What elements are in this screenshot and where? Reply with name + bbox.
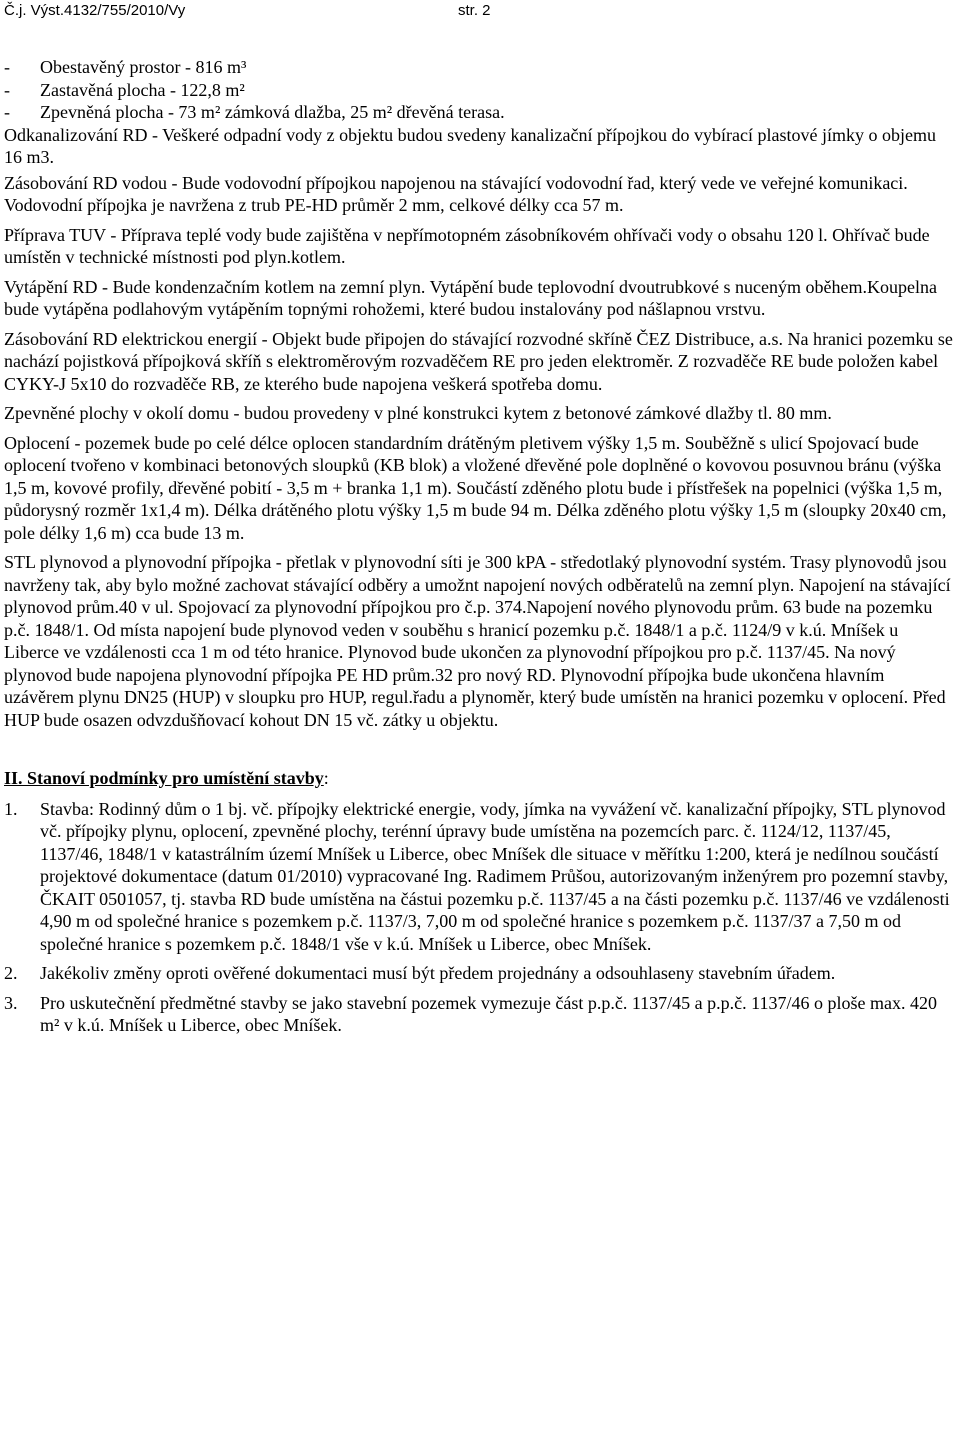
paragraph-vodovod: Zásobování RD vodou - Bude vodovodní přípojkou napojenou na stávající vodovodní řad, který vede ve veřejné komunikaci. Vodovodní přípojka je navržena z trub PE-HD průměr 2 mm, celkové délky cca 57 m. <box>4 172 908 215</box>
paragraph-elektro: Zásobování RD elektrickou energií - Objekt bude připojen do stávající rozvodné skříně ČEZ Distribuce, a.s. Na hranici pozemku se nachází pojistková přípojková skříň s elektroměrovým rozvaděčem RE pro jeden elektroměr. Z rozvaděče RE bude položen kabel CYKY-J 5x10 do rozvaděče RB, ze kterého bude napojena veškerá spotřeba domu. <box>4 328 953 394</box>
list-item-text: Zpevněná plocha - 73 m² zámková dlažba, 25 m² dřevěná terasa. <box>40 102 505 122</box>
document-body <box>4 56 956 1037</box>
condition-number: 1. <box>4 798 18 819</box>
page-number: str. 2 <box>458 2 491 19</box>
condition-text: Pro uskutečnění předmětné stavby se jako stavební pozemek vymezuje část p.p.č. 1137/45 a p.p.č. 1137/46 o ploše max. 420 m² v k.ú. Mníšek u Liberce, obec Mníšek. <box>40 992 937 1035</box>
paragraph-zpevnene-plochy: Zpevněné plochy v okolí domu - budou provedeny v plné konstrukci kytem z betonové zámkové dlažby tl. 80 mm. <box>4 403 832 423</box>
condition-number: 3. <box>4 992 18 1013</box>
section-title: II. Stanoví podmínky pro umístění stavby <box>4 768 324 788</box>
paragraph-tuv: Příprava TUV - Příprava teplé vody bude zajištěna v nepřímotopném zásobníkovém ohřívači vody o obsahu 120 l. Ohřívač bude umístěn v technické místnosti pod plyn.kotlem. <box>4 224 930 267</box>
paragraph-odkanalizovani: Odkanalizování RD - Veškeré odpadní vody z objektu budou svedeny kanalizační přípojkou do vybírací plastové jímky o objemu 16 m3. <box>4 124 936 167</box>
condition-number: 2. <box>4 963 18 983</box>
list-item: - Zpevněná plocha - 73 m² zámková dlažba, 25 m² dřevěná terasa. <box>4 102 505 122</box>
condition-text: Jakékoliv změny oproti ověřené dokumentaci musí být předem projednány a odsouhlaseny stavebním úřadem. <box>40 963 836 983</box>
paragraph-oploceni: Oplocení - pozemek bude po celé délce oplocen standardním drátěným pletivem výšky 1,5 m. Souběžně s ulicí Spojovací bude oplocení tvořeno v kombinaci betonových sloupků (KB blok) a vložené dřevěné pole doplněné o kovovou posuvnou bránu (výška 1,5 m, kovové profily, dřevěné pobití - 3,5 m + branka 1,1 m). Součástí zděného plotu bude i přístřešek na popelnici (výška 1,5 m, půdorysný rozměr 1x1,4 m). Délka drátěného plotu výšky 1,5 m bude 94 m. Délka zděného plotu výšky 1,5 m (sloupky 20x40 cm, pole délky 1,6 m) cca bude 13 m. <box>4 432 947 543</box>
list-item-text: Zastavěná plocha - 122,8 m² <box>40 79 245 100</box>
condition-item <box>4 962 956 985</box>
condition-text: Stavba: Rodinný dům o 1 bj. vč. přípojky elektrické energie, vody, jímka na vyvážení vč. kanalizační přípojky, STL plynovod vč. přípojky plynu, oplocení, zpevněné plochy, terénní úpravy bude umístěna na pozemcích parc. č. 1124/12, 1137/45, 1137/46, 1848/1 v katastrálním území Mníšek u Liberce, obec Mníšek dle situace v měřítku 1:200, která je nedílnou součástí projektové dokumentace (datum 01/2010) vypracované Ing. Radimem Průšou, autorizovaným inženýrem pro pozemní stavby, ČKAIT 0501057, tj. stavba RD bude umístěna na částui pozemku p.č. 1137/45 a na části pozemku p.č. 1137/46 ve vzdálenosti 4,90 m od společné hranice s pozemkem p.č. 1137/3, 7,00 m od společné hranice s pozemkem p.č. 1137/37 a 7,50 m od společné hranice s pozemkem p.č. 1848/1 vše v k.ú. Mníšek u Liberce, obec Mníšek. <box>40 798 950 954</box>
paragraph-vytapeni: Vytápění RD - Bude kondenzačním kotlem na zemní plyn. Vytápění bude teplovodní dvoutrubkové s nuceným oběhem.Koupelna bude vytápěna podlahovým vytápěním topnými rohožemi, které budou instalovány pod nášlapnou vrstvu. <box>4 276 937 319</box>
condition-item <box>4 992 956 1037</box>
building-parameters-list <box>4 56 956 124</box>
section-colon: : <box>323 768 329 788</box>
list-item-text: Obestavěný prostor - 816 m³ <box>40 57 247 77</box>
section-heading <box>4 767 956 790</box>
paragraph-plynovod: STL plynovod a plynovodní přípojka - přetlak v plynovodní síti je 300 kPA - středotlaký plynovodní systém. Trasy plynovodů jsou navrženy tak, aby bylo možné zachovat stávající odběry a umožnt napojení nových odběratelů na zemní plyn. Napojení na stávající plynovod prům.40 v ul. Spojovací za plynovodní přípojkou pro č.p. 374.Napojení nového plynovodu prům. 63 bude na pozemku p.č. 1848/1. Od místa napojení bude plynovod veden v souběhu s hranicí pozemku p.č. 1848/1 a p.č. 1124/9 v k.ú. Mníšek u Liberce ve vzdálenosti cca 1 m od této hranice. Plynovod bude ukončen za plynovodní přípojkou pro p.č. 1137/45. Na nový plynovod bude napojena plynovodní přípojka PE HD prům.32 pro nový RD. Plynovodní přípojka bude ukončena hlavním uzávěrem plynu DN25 (HUP) v sloupku pro HUP, regul.řadu a plynoměr, který bude umístěn na hranici pozemku v oplocení. Před HUP bude osazen odvzdušňovací kohout DN 15 vč. zátky u objektu. <box>4 552 951 730</box>
reference-number: Č.j. Výst.4132/755/2010/Vy <box>4 2 186 19</box>
conditions-list <box>4 798 956 1037</box>
list-item: - Zastavěná plocha - 122,8 m² <box>4 79 245 100</box>
condition-item <box>4 798 956 956</box>
list-item: - Obestavěný prostor - 816 m³ <box>4 57 247 77</box>
